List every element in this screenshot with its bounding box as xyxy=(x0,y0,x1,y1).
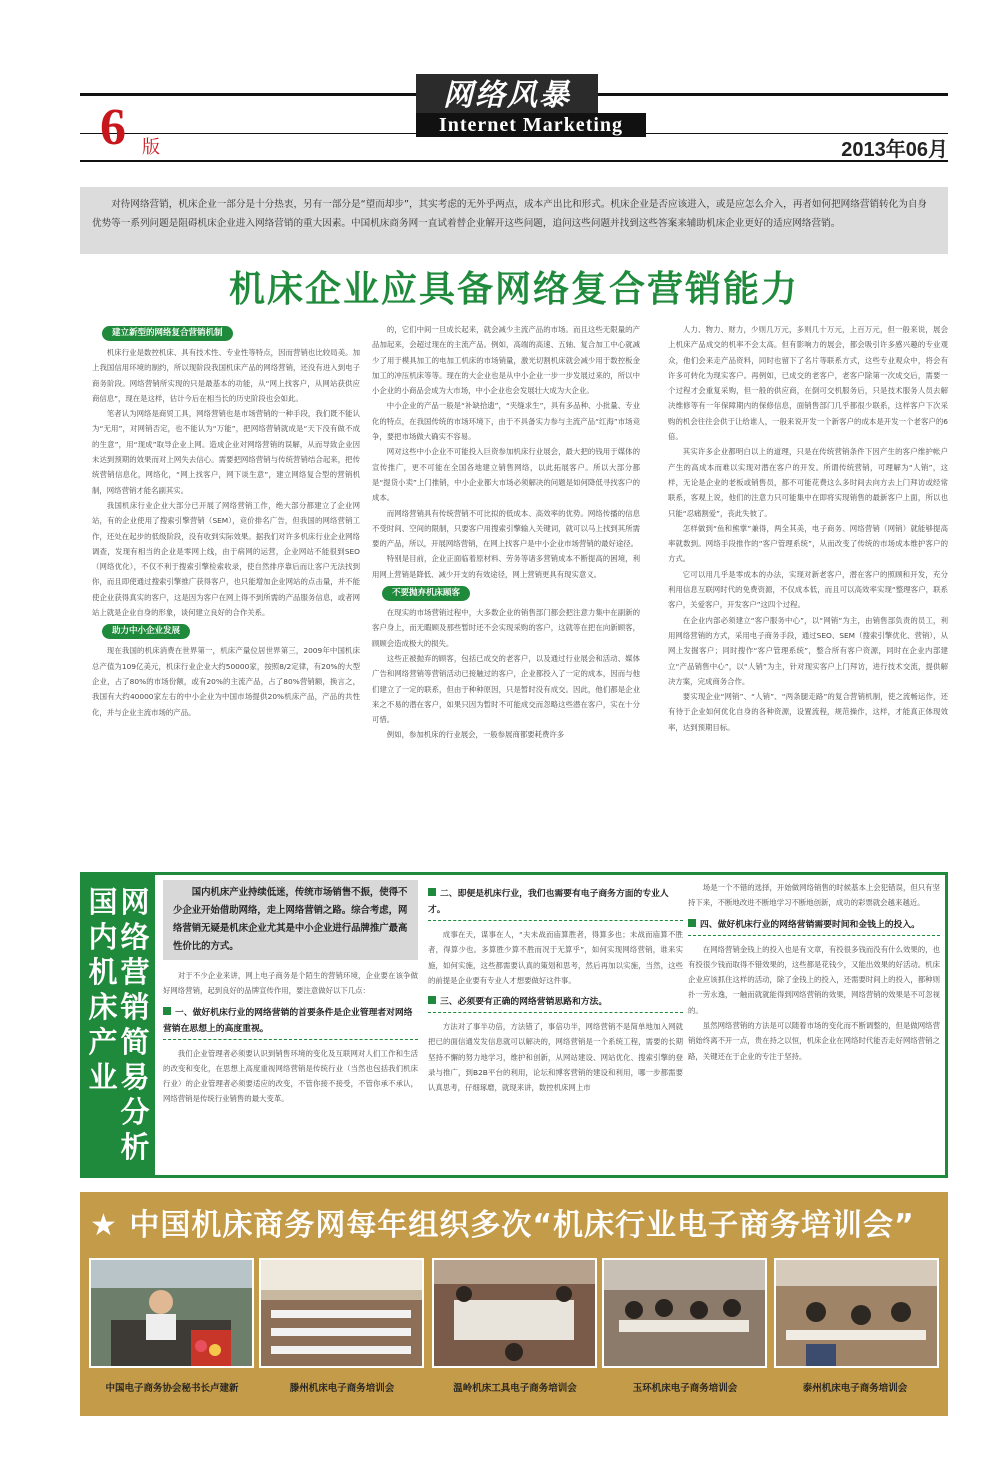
side-char: 简 xyxy=(120,1025,150,1059)
square-bullet-icon xyxy=(688,919,696,927)
masthead-chinese: 网络风暴 xyxy=(416,74,598,118)
article-headline: 机床企业应具备网络复合营销能力 xyxy=(228,269,799,310)
photo-caption: 滕州机床电子商务培训会 xyxy=(289,1383,395,1394)
paragraph: 这些正被抛弃的顾客，包括已成交的老客户，以及通过行业展会和活动、媒体广告和网络营销等营销活动已接触过的客户，企业都投入了一定的成本，因而与他们建立了一定的联系，但由于种种原因，只是暂时没有成交。因此，他们都是企业来之不易的潜在客户，如果只因为暂时不可能成交而忽略这些潜在客户，实在十分可惜。 xyxy=(372,653,640,725)
side-char: 网 xyxy=(120,885,150,919)
article-column-1 xyxy=(92,322,360,862)
paragraph: 网对这些中小企业不可能投入巨资参加机床行业展会，最大把的钱用于媒体的宣传推广，更不可能在全国各地建立销售网络，以此拓展客户。所以大部分都是“提货小卖”上门推销，中小企业都大市场必须解决的问题是如何降低寻找客户的成本。 xyxy=(372,447,640,503)
intro-box: 对待网络营销，机床企业一部分是十分热衷，另有一部分是“望而却步”，其实考虑的无外乎两点，成本产出比和形式。机床企业是否应该进入，或是应怎么介入，再者如何把网络营销转化为自身优势等一系列问题是阻碍机床企业进入网络营销的重大因素。中国机床商务网一直试着替企业解开这些问题，追问这些问题并找到这些答案来辅助机床企业更好的适应网络营销。 xyxy=(80,187,948,254)
paragraph: 而网络营销具有传统营销不可比拟的低成本、高效率的优势。网络传播的信息不受时间、空间的限制，只要客户用搜索引擎输入关键词，就可以马上找到其所需要的产品，所以，开展网络营销，在网上找客户是中小企业市场营销的最好途径。 xyxy=(372,508,640,549)
paragraph: 在企业内部必须建立“客户服务中心”，以“网销”为主，由销售部负责的员工，利用网络营销的方式，采用电子商务手段，通过SEO、SEM（搜索引擎优化、营销），从网上发掘客户；同时搜作“客户管理系统”，整合所有客户资源，同时在企业内部建立“产品销售中心”，以“人销”为主，针对现实客户上门拜访，进行技术交流，提供解决方案，完成商务合作。 xyxy=(668,615,948,686)
paragraph: 中小企业的产品一般是“补缺拾遗”，“夹缝求生”，具有多品种、小批量、专业化的特点，在我国传统的市场环境下，由于不具备实力参与主流产品“红海”市场竞争，要把市场做大确实不容易。 xyxy=(372,401,640,442)
side-char: 易 xyxy=(120,1060,150,1094)
paragraph: 怎样做到“鱼和熊掌”兼得，两全其美，电子商务、网络营销（网销）就能够提高率就数到。网络手段推作的“客户管理系统”，从而改变了传统的市场成本维护客户的方式。 xyxy=(668,523,948,564)
paragraph: 成事在天，谋事在人，“夫未战而庙算胜者，得算多也；未战而庙算不胜者，得算少也。多算胜少算不胜而况于无算乎”，如何实现网络营销，谁来实施，如何实施，这些都需要认真的策划和思考，然后再加以实施，当然，这些的前提是企业要有专业人才想要做好这件事。 xyxy=(428,930,683,985)
article-column-2 xyxy=(372,322,640,862)
paragraph: 其实许多企业都明白以上的道理，只是在传统营销条件下因产生的客户维护帐户产生的高成本而难以实现对潜在客户的开发。所谓传统营销，可理解为“人销”，这样，无论是企业的老板或销售员，都不可能花费这么多时间去向方去上门拜访或经常联系，客观上说，他们的注意力只可能集中在即将实现销售的最新客户上面，所以也只能“忍痛割爱”，丧此失彼了。 xyxy=(668,447,948,518)
paragraph: 现在我国的机床消费在世界第一，机床产量位居世界第三，2009年中国机床总产值为109亿美元，机床行业企业大约50000家，按照8/2定律，有20%的大型企业，占了80%的市场份额，或有20%的主流产品，占了80%营销额，换言之，我国有大约40000家左右的中小企业为中国市场提供20%机床产品，产品的共性化，并与企业主流市场的产品。 xyxy=(92,646,360,717)
paragraph: 方法对了事半功倍，方法错了，事倍功半，网络营销不是简单地加入网就把已的面信通发发信息就可以解决的，网络营销是一个系统工程，需要的长期坚持不懈的努力地学习，维护和创新，从网站建设、网站优化、搜索引擎的登录与推广，到B2B平台的利用，论坛和博客营销的建设和利用，哪一步都需要认真思考，仔细琢磨，就现来讲，数控机床网上市 xyxy=(428,1022,683,1093)
paragraph: 在网络营销金钱上的投入也是有文章，有投很多钱而没有什么效果的，也有投很少钱而取得不错效果的，这些都是花钱少，又能出效果的好活动。机床企业应该抓住这样的活动，除了金钱上的投入，还需要时间上的投入，都种则扑一劳永逸，一触而就就能得到网络营销的效果，网络营销的效果是不可忽视的。 xyxy=(688,944,940,1015)
photo-yuhuan xyxy=(602,1258,767,1368)
feature-subheading-text: 一、做好机床行业的网络营销的首要条件是企业管理者对网络营销在思想上的高度重视。 xyxy=(163,1007,413,1034)
side-char: 销 xyxy=(120,990,150,1024)
header-bottom-rule xyxy=(80,160,948,162)
feature-subheading-text: 四、做好机床行业的网络营销需要时间和金钱上的投入。 xyxy=(700,919,920,930)
feature-lead: 国内机床产业持续低迷，传统市场销售不振，使得不少企业开始借助网络，走上网络营销之路。综合考虑，网络营销无疑是机床企业尤其是中小企业进行品牌推广最高性价比的方式。 xyxy=(163,880,418,960)
subheading-tag: 助力中小企业发展 xyxy=(102,624,190,639)
feature-side-title xyxy=(83,875,155,1175)
feature-subheading xyxy=(428,886,683,921)
square-bullet-icon xyxy=(163,1007,171,1015)
paragraph: 例如，参加机床的行业展会，一般参展商都要耗费许多 xyxy=(386,730,565,740)
side-char: 国 xyxy=(88,885,118,919)
masthead-english: Internet Marketing xyxy=(416,113,646,137)
paragraph: 它可以用几乎是零成本的办法，实现对新老客户，潜在客户的照顾和开发，充分利用信息互联网时代的免费资源，不仅成本低，而且可以高效率实现“整理客户，联系客户，关爱客户，开发客户”这四个过程。 xyxy=(668,569,948,610)
page-number: 6 xyxy=(100,99,126,156)
feature-subheading xyxy=(163,1005,418,1040)
paragraph: 在现实的市场营销过程中，大多数企业的销售部门都会把注意力集中在副新的客户身上，而无暇顾及那些暂时还不会实现采购的客户，这就等在把在向新顾客，顾顾会造成极大的损失。 xyxy=(372,608,640,648)
paragraph: 虽然网络营销的方法是可以随着市场的变化而不断调整的，但是做网络营销始终离不开一点，贵在持之以恒，机床企业在网络时代能否走好网络营销之路，关键还在于企业的专注于坚持。 xyxy=(688,1021,940,1061)
page-suffix: 版 xyxy=(142,137,160,158)
photo-wenling xyxy=(432,1258,597,1368)
subheading-tag: 不要抛弃机床顾客 xyxy=(382,586,470,601)
side-char: 床 xyxy=(88,990,118,1024)
paragraph: 人力、物力、财力，少则几万元，多则几十万元，上百万元，但一般来说，展会上机床产品成交的机率不会太高。但有影响力的展会，都会吸引许多感兴趣的专业观众，他们会来走产品资料，同时也留下了名片等联系方式，这些专业观众中，将会有许多可转化为现实客户。再例如，已成交的老客户，老客户除第一次成交后，需要一个过程才会重复采购，但一般的供应商，在倒可交机服务后，只是技术服务人员去解决维修等有一年保障期内的保修信息，面销售部门几乎都很少联系，这样客户下次采购的机会往往会供于让给谁人，一般来说开发一个新客户的成本是开发一个老客户的6倍。 xyxy=(668,325,948,442)
feature-column-2 xyxy=(428,880,683,1172)
paragraph: 笔者认为网络是商贸工具，网络营销也是市场营销的一种手段，我们既不能认为“无用”，对网销否定，也不能认为“万能”，把网络营销就成是“天下没有做不成的生意”，用“现成”取导企业上网。造成企业对网络营销的误解，从而导致企业因未达到预期的效果而对上网失去信心。需要把网络营销与传统营销结合起来，把传统营销信息化，网络化，“网上找客户，网下谈生意”，建立网络复合型的营销机制，网络营销才能名副其实。 xyxy=(92,409,360,495)
paragraph: 我国机床行业企业大部分已开展了网络营销工作，绝大部分都建立了企业网站，有的企业使用了搜索引擎营销（SEM），竞价排名广告，但我国的网络营销工作，还处在起步的低级阶段，没有收到实际效果。据我们对许多机床行业企业网络调查，发现有相当的企业是零网上线，由于病网的运营，企业网站不能很到SEO（网络优化），不仅不利于搜索引擎检索收录，使自然排序靠后而让客户无法找到你，而且即使通过搜索引擎推广获得客户，也只能增加企业网站的点击量，并不能使企业获得真实的客户，这是因为客户在网上得不到所需的产品服务信息，或者网站上就是企业自身的形象，谈何建立良好的合作关系。 xyxy=(92,500,360,618)
photo-caption: 泰州机床电子商务培训会 xyxy=(802,1383,908,1394)
photo-caption: 玉环机床电子商务培训会 xyxy=(632,1383,738,1394)
article-column-3 xyxy=(668,322,948,862)
side-char: 络 xyxy=(120,920,150,954)
paragraph: 对于不少企业来讲，网上电子商务是个陌生的营销环境，企业要在该争做好网络营销，起到良好的品牌宣传作用，要注意做好以下几点： xyxy=(163,971,418,996)
side-char: 产 xyxy=(88,1025,118,1059)
paragraph: 机床行业是数控机床、具有技术性、专业性等特点，因而营销也比较局美。加上我国信用环境的制约，所以现阶段我国机床产品的网络营销，还没有进入到电子商务阶段。网络营销所实现的只是最基本的功能，从“网上找客户，从网站获供应商信息”，现在是这样，估计今后在相当长的历史阶段也会如此。 xyxy=(92,348,360,403)
photo-tengzhou xyxy=(259,1258,424,1368)
square-bullet-icon xyxy=(428,996,436,1004)
side-title-col-1 xyxy=(87,885,119,1095)
side-char: 分 xyxy=(120,1095,150,1129)
feature-subheading-text: 二、即便是机床行业，我们也需要有电子商务方面的专业人才。 xyxy=(428,889,669,915)
side-char: 业 xyxy=(88,1060,118,1094)
banner-title: ★ 中国机床商务网每年组织多次“机床行业电子商务培训会” xyxy=(90,1208,915,1243)
photo-caption: 中国电子商务协会秘书长卢建新 xyxy=(105,1383,239,1394)
square-bullet-icon xyxy=(428,888,436,896)
side-char: 营 xyxy=(120,955,150,989)
side-char: 机 xyxy=(88,955,118,989)
side-char: 内 xyxy=(88,920,118,954)
feature-subheading-text: 三、必须要有正确的网络营销思路和方法。 xyxy=(440,997,608,1008)
paragraph: 的，它们中间一旦成长起来，就会减少主流产品的市场。而且这些无限量的产品加起来，会超过现在的主流产品。例如，高端的高速、五轴、复合加工中心就减少了用于模具加工的电加工机床的市场销量，激光切割机床就会减少用于数控板金加工的冲压机床等等。现在的大企业也是从中小企业一步一步发展过来的，所以中小企业的小商品会成为大市场，中小企业也会发展壮大成为大企业。 xyxy=(372,325,640,396)
feature-column-3 xyxy=(688,880,940,1172)
issue-date: 2013年06月 xyxy=(841,139,948,161)
paragraph: 我们企业管理者必须要认识到销售环境的变化及互联网对人们工作和生活的改变和变化，在思想上高度重视网络营销是传统行业（当然也包括我们机床行业）的企业管理者必须要适应的改变，不管你接不接受，不管你承不承认，网络营销是传统行业销售的最大变革。 xyxy=(163,1048,418,1104)
paragraph: 场是一个不错的选择，开始做网络销售的时候基本上会犯错误，但只有坚持下来，不断地改进不断地学习不断地创新，成功的彩票就会越来越近。 xyxy=(688,883,940,908)
photo-taizhou xyxy=(774,1258,939,1368)
feature-column-1 xyxy=(163,880,418,1172)
side-title-col-2 xyxy=(119,885,151,1165)
photo-caption: 温岭机床工具电子商务培训会 xyxy=(453,1383,577,1394)
paragraph: 特别是目前，企业正面临着原材料、劳务等诸多营销成本不断提高的困境，利用网上营销是降低、减少开支的有效途径，网上营销更具有现实意义。 xyxy=(372,554,640,579)
feature-subheading xyxy=(428,994,683,1013)
paragraph: 要实现企业“网销”、“人销”、“两条腿走路”的复合营销机制，使之流畅运作，还有待于企业如何优化自身的各种资源，设置流程，规范操作，这样，才能真正体现效率，达到预期目标。 xyxy=(668,692,948,732)
photo-speaker xyxy=(89,1258,254,1368)
subheading-tag: 建立新型的网络复合营销机制 xyxy=(102,326,233,341)
side-char: 析 xyxy=(120,1130,150,1164)
feature-subheading xyxy=(688,917,940,936)
